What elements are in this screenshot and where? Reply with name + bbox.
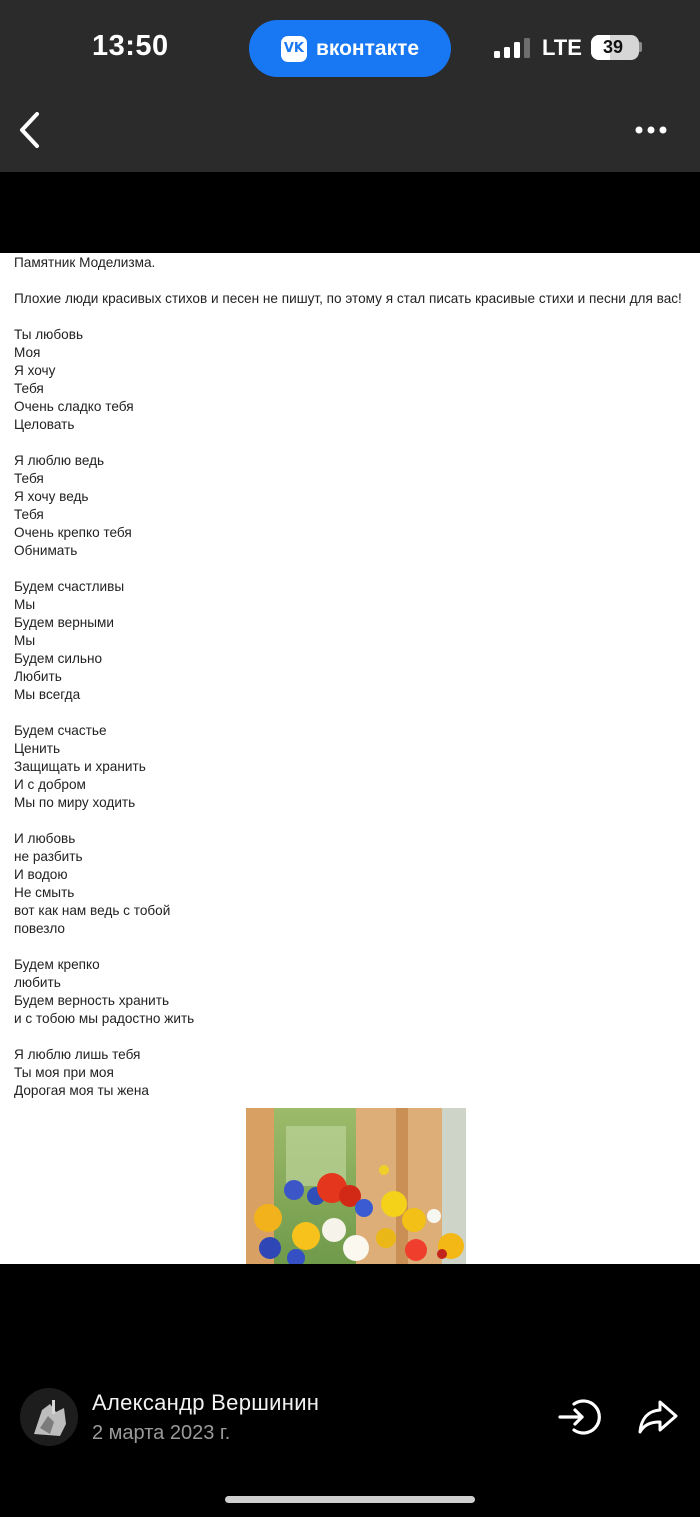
- battery-tip: [639, 42, 642, 52]
- post-line: не разбить: [14, 849, 83, 864]
- post-line: Защищать и хранить: [14, 759, 146, 774]
- post-line: Я люблю лишь тебя: [14, 1047, 141, 1062]
- status-time: 13:50: [92, 30, 169, 62]
- post-line: Ты любовь: [14, 327, 84, 342]
- more-dots-icon[interactable]: [632, 118, 672, 142]
- post-footer: [0, 1264, 700, 1517]
- post-line: Я хочу: [14, 363, 56, 378]
- post-line: и с тобою мы радостно жить: [14, 1011, 195, 1026]
- post-line: Мы всегда: [14, 687, 81, 702]
- vk-app-label: вконтакте: [315, 36, 420, 60]
- post-line: Ценить: [14, 741, 61, 756]
- post-line: вот как нам ведь с тобой: [14, 903, 171, 918]
- post-line: И любовь: [14, 831, 76, 846]
- avatar[interactable]: [20, 1388, 78, 1446]
- post-line: Тебя: [14, 471, 44, 486]
- post-line: Я люблю ведь: [14, 453, 105, 468]
- vk-logo-icon: VK: [281, 36, 307, 62]
- media-top-band: [0, 172, 700, 253]
- post-line: Будем верность хранить: [14, 993, 170, 1008]
- post-line: Будем крепко: [14, 957, 100, 972]
- post-line: Не смыть: [14, 885, 75, 900]
- post-line: Очень сладко тебя: [14, 399, 134, 414]
- home-indicator: [225, 1496, 475, 1503]
- author-name[interactable]: Александр Вершинин: [92, 1390, 320, 1415]
- post-line: любить: [14, 975, 61, 990]
- battery-percent: 39: [602, 37, 624, 57]
- post-line: повезло: [14, 921, 65, 936]
- post-line: Будем верными: [14, 615, 114, 630]
- chevron-left-icon[interactable]: [16, 110, 46, 150]
- network-type: LTE: [542, 35, 582, 60]
- post-line: Любить: [14, 669, 62, 684]
- post-line: Будем сильно: [14, 651, 103, 666]
- post-line: Тебя: [14, 381, 44, 396]
- post-line: Мы по миру ходить: [14, 795, 136, 810]
- post-line: Дорогая моя ты жена: [14, 1083, 149, 1098]
- top-bar: [0, 0, 700, 172]
- signal-icon: [494, 38, 530, 58]
- post-line: Будем счастье: [14, 723, 107, 738]
- post-line: Моя: [14, 345, 41, 360]
- flower-bouquet-image: [246, 1108, 466, 1264]
- share-icon[interactable]: [636, 1396, 680, 1436]
- post-line: Мы: [14, 633, 36, 648]
- post-line: И водою: [14, 867, 68, 882]
- battery-icon: [591, 35, 639, 60]
- post-content: [0, 253, 700, 1264]
- post-line: Тебя: [14, 507, 44, 522]
- post-line: Обнимать: [14, 543, 78, 558]
- vk-app-pill[interactable]: [249, 20, 451, 77]
- enter-icon[interactable]: [556, 1396, 602, 1438]
- post-line: Ты моя при моя: [14, 1065, 114, 1080]
- post-line: Я хочу ведь: [14, 489, 89, 504]
- post-line: Будем счастливы: [14, 579, 125, 594]
- post-line: Целовать: [14, 417, 75, 432]
- post-line: И с добром: [14, 777, 86, 792]
- post-line: Плохие люди красивых стихов и песен не пишут, по этому я стал писать красивые стихи и песни для вас!: [14, 291, 682, 306]
- post-line: Мы: [14, 597, 36, 612]
- post-line: Памятник Моделизма.: [14, 255, 156, 270]
- post-date: 2 марта 2023 г.: [92, 1422, 231, 1444]
- post-line: Очень крепко тебя: [14, 525, 132, 540]
